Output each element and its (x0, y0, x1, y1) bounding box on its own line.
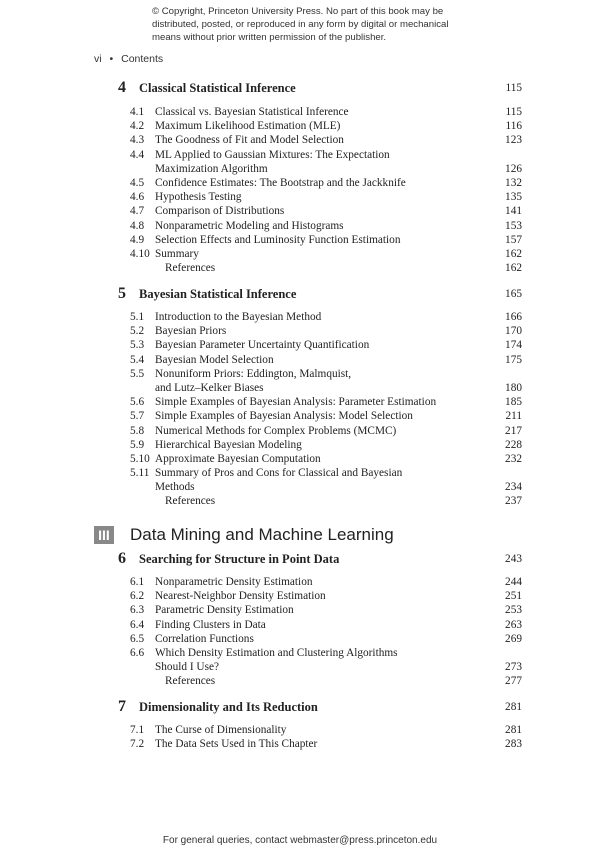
section-title: Hypothesis Testing (155, 191, 242, 204)
section-title: The Goodness of Fit and Model Selection (155, 134, 344, 147)
toc-entry (0, 480, 600, 494)
section-number: 5.1 (130, 311, 145, 323)
toc-entry (0, 632, 600, 646)
section-page: 162 (505, 247, 522, 260)
toc-entry (0, 204, 600, 218)
section-page: 234 (505, 481, 522, 494)
section-page: 251 (505, 590, 522, 603)
section-number: 4.1 (130, 106, 145, 118)
section-title: Hierarchical Bayesian Modeling (155, 438, 302, 451)
section-page: 273 (505, 661, 522, 674)
section-number: 6.3 (130, 604, 145, 617)
chapter-number: 7 (118, 698, 126, 715)
section-number: 4.7 (130, 205, 145, 218)
section-number: 5.8 (130, 424, 145, 437)
section-number: 5.2 (130, 325, 145, 338)
section-title: The Data Sets Used in This Chapter (155, 738, 318, 751)
section-title: Should I Use? (155, 661, 220, 674)
section-page: 116 (505, 120, 522, 133)
section-page: 277 (505, 675, 522, 688)
toc-entry (0, 409, 600, 423)
toc-entry (0, 452, 600, 466)
section-title: Confidence Estimates: The Bootstrap and the Jackknife (155, 176, 406, 189)
section-title: Maximization Algorithm (155, 162, 268, 175)
section-number: 5.3 (130, 339, 145, 352)
section-number: 5.9 (130, 438, 145, 451)
chapter-page: 165 (505, 288, 522, 300)
section-page: 217 (505, 424, 522, 437)
section-title: Summary of Pros and Cons for Classical and Bayesian (155, 467, 403, 480)
chapter-heading (0, 698, 600, 716)
chapter-title: Bayesian Statistical Inference (139, 287, 297, 301)
chapter-heading (0, 550, 600, 568)
section-page: 281 (505, 724, 522, 736)
chapter-page: 243 (505, 553, 522, 565)
toc-entry (0, 494, 600, 508)
chapter-title: Classical Statistical Inference (139, 81, 296, 95)
section-page: 237 (505, 495, 522, 508)
copyright-notice: © Copyright, Princeton University Press. No part of this book may be distributed, posted, or reproduced in any form by digital or mechanical means without prior written permission of the publisher. (152, 6, 449, 43)
toc-entry (0, 723, 600, 737)
toc-entry (0, 660, 600, 674)
section-title: Which Density Estimation and Clustering Algorithms (155, 646, 398, 659)
section-page: 141 (505, 205, 522, 218)
section-page: 263 (505, 618, 522, 631)
section-number: 6.6 (130, 646, 145, 659)
toc-entry (0, 674, 600, 688)
toc-entry (0, 575, 600, 589)
section-number: 5.7 (130, 410, 145, 423)
section-number: 5.6 (130, 396, 145, 409)
separator-bullet: • (109, 53, 114, 65)
chapter-entries (0, 310, 600, 509)
section-page: 228 (505, 438, 522, 451)
toc-entry (0, 119, 600, 133)
section-title: Selection Effects and Luminosity Function Estimation (155, 233, 401, 246)
section-page: 123 (505, 134, 522, 147)
section-number: 5.5 (130, 367, 145, 380)
section-title: Introduction to the Bayesian Method (155, 311, 322, 323)
section-page: 115 (505, 106, 522, 118)
toc-entry (0, 233, 600, 247)
section-number: 5.11 (130, 467, 150, 480)
chapter-entries (0, 723, 600, 751)
section-title: Numerical Methods for Complex Problems (MCMC) (155, 424, 397, 437)
section-page: 135 (505, 191, 522, 204)
section-title: References (165, 495, 216, 508)
chapter-heading (0, 79, 600, 97)
section-page: 170 (505, 325, 522, 338)
toc-entry (0, 381, 600, 395)
chapter-page: 115 (505, 82, 522, 94)
section-number: 6.5 (130, 632, 145, 645)
chapter-entries (0, 105, 600, 275)
toc-entry (0, 395, 600, 409)
chapter-number: 6 (118, 550, 126, 567)
section-title: Methods (155, 481, 195, 494)
chapter-title: Dimensionality and Its Reduction (139, 700, 318, 714)
section-number: 6.4 (130, 618, 145, 631)
section-title: Bayesian Model Selection (155, 353, 274, 366)
section-title: Parametric Density Estimation (155, 604, 294, 617)
section-page: 232 (505, 452, 522, 465)
part-title: Data Mining and Machine Learning (130, 525, 394, 544)
chapter-page: 281 (505, 701, 522, 713)
section-number: 4.10 (130, 247, 150, 260)
section-title: The Curse of Dimensionality (155, 724, 287, 736)
toc-entry (0, 247, 600, 261)
section-page: 185 (505, 396, 522, 409)
section-title: References (165, 262, 216, 275)
section-title: Approximate Bayesian Computation (155, 452, 321, 465)
section-page: 157 (505, 233, 522, 246)
toc-entry (0, 618, 600, 632)
toc-entry (0, 424, 600, 438)
toc-entry (0, 148, 600, 162)
section-title: Nonparametric Modeling and Histograms (155, 219, 344, 232)
chapter-entries (0, 575, 600, 689)
section-number: 4.4 (130, 148, 145, 161)
section-title: ML Applied to Gaussian Mixtures: The Expectation (155, 148, 390, 161)
section-number: 4.5 (130, 176, 145, 189)
section-number: 4.6 (130, 191, 145, 204)
section-title: Nonuniform Priors: Eddington, Malmquist, (155, 367, 352, 380)
section-number: 4.9 (130, 233, 145, 246)
chapter-number: 5 (118, 285, 126, 302)
section-page: 269 (505, 632, 522, 645)
toc-entry (0, 105, 600, 119)
toc-entry (0, 190, 600, 204)
section-title: Classical vs. Bayesian Statistical Inference (155, 106, 349, 118)
toc-entry (0, 219, 600, 233)
section-number: 7.2 (130, 738, 145, 751)
section-page: 253 (505, 604, 522, 617)
section-page: 211 (505, 410, 522, 423)
section-number: 7.1 (130, 724, 145, 736)
section-page: 126 (505, 162, 522, 175)
chapter-heading (0, 285, 600, 303)
toc-entry (0, 176, 600, 190)
toc-entry (0, 261, 600, 275)
section-number: 4.8 (130, 219, 145, 232)
chapter-number: 4 (118, 79, 126, 96)
section-title: Simple Examples of Bayesian Analysis: Parameter Estimation (155, 396, 437, 409)
section-number: 4.3 (130, 134, 145, 147)
section-title: Maximum Likelihood Estimation (MLE) (155, 120, 341, 133)
section-title: Summary (155, 247, 199, 260)
section-title: References (165, 675, 216, 688)
section-page: 175 (505, 353, 522, 366)
chapter-title: Searching for Structure in Point Data (139, 552, 340, 566)
section-number: 6.2 (130, 590, 145, 603)
running-head (94, 53, 163, 65)
toc-entry (0, 133, 600, 147)
toc-entry (0, 646, 600, 660)
toc-entry (0, 367, 600, 381)
section-number: 4.2 (130, 120, 145, 133)
toc-entry (0, 589, 600, 603)
toc-entry (0, 466, 600, 480)
page-number: vi (94, 53, 102, 65)
toc-entry (0, 737, 600, 751)
section-number: 6.1 (130, 576, 145, 588)
section-title: Simple Examples of Bayesian Analysis: Model Selection (155, 410, 413, 423)
section-title: Bayesian Parameter Uncertainty Quantification (155, 339, 370, 352)
section-title: Nearest-Neighbor Density Estimation (155, 590, 326, 603)
part-numeral: III (94, 526, 114, 544)
toc-entry (0, 324, 600, 338)
section-page: 162 (505, 262, 522, 275)
section-page: 244 (505, 576, 522, 588)
toc-entry (0, 338, 600, 352)
section-page: 166 (505, 311, 522, 323)
footer-notice: For general queries, contact webmaster@press.princeton.edu (162, 835, 438, 846)
toc-entry (0, 353, 600, 367)
running-head-title: Contents (121, 53, 164, 65)
toc-entry (0, 438, 600, 452)
toc-entry (0, 603, 600, 617)
section-page: 153 (505, 219, 522, 232)
section-title: Comparison of Distributions (155, 205, 285, 218)
section-title: and Lutz–Kelker Biases (155, 381, 264, 394)
toc-entry (0, 310, 600, 324)
section-title: Correlation Functions (155, 632, 254, 645)
section-title: Nonparametric Density Estimation (155, 576, 313, 588)
toc-entry (0, 162, 600, 176)
section-page: 180 (505, 381, 522, 394)
section-title: Finding Clusters in Data (155, 618, 266, 631)
section-title: Bayesian Priors (155, 325, 227, 338)
section-page: 132 (505, 176, 522, 189)
section-number: 5.10 (130, 452, 150, 465)
section-page: 174 (505, 339, 522, 352)
section-number: 5.4 (130, 353, 145, 366)
section-page: 283 (505, 738, 522, 751)
